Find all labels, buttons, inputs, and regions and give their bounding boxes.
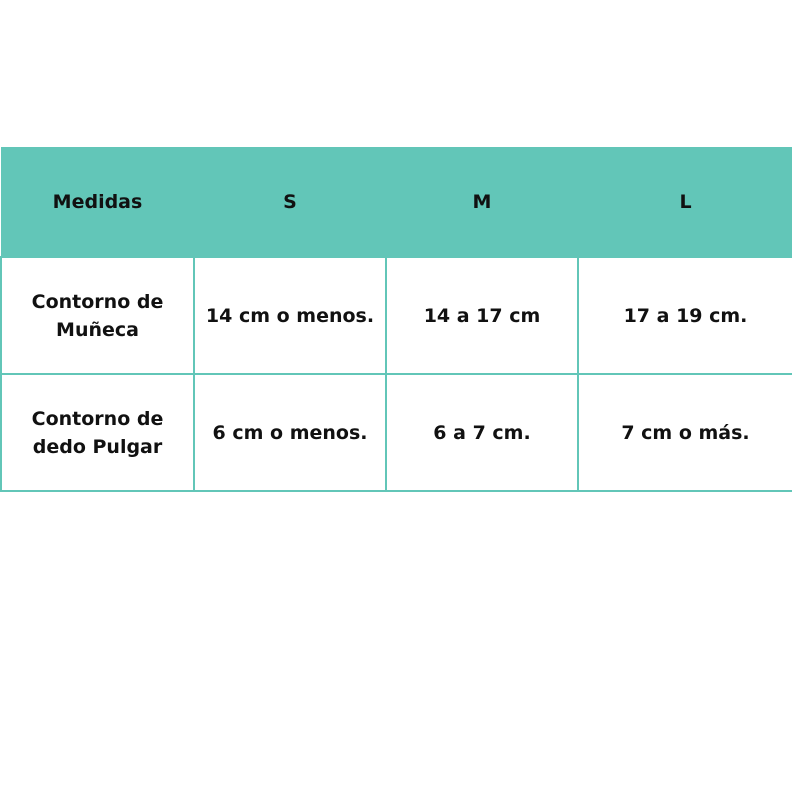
cell-wrist-l: 17 a 19 cm. [578,257,792,374]
cell-wrist-m: 14 a 17 cm [386,257,578,374]
row-label-thumb: Contorno de dedo Pulgar [1,374,194,491]
cell-thumb-l: 7 cm o más. [578,374,792,491]
header-row [1,147,792,257]
cell-wrist-s: 14 cm o menos. [194,257,386,374]
table-row [1,257,792,374]
table-body [1,257,792,491]
cell-thumb-m: 6 a 7 cm. [386,374,578,491]
table-row [1,374,792,491]
header-size-l: L [578,147,792,257]
header-size-m: M [386,147,578,257]
table-header [1,147,792,257]
size-chart-table [0,147,792,492]
cell-thumb-s: 6 cm o menos. [194,374,386,491]
header-size-s: S [194,147,386,257]
header-medidas: Medidas [1,147,194,257]
row-label-wrist: Contorno de Muñeca [1,257,194,374]
